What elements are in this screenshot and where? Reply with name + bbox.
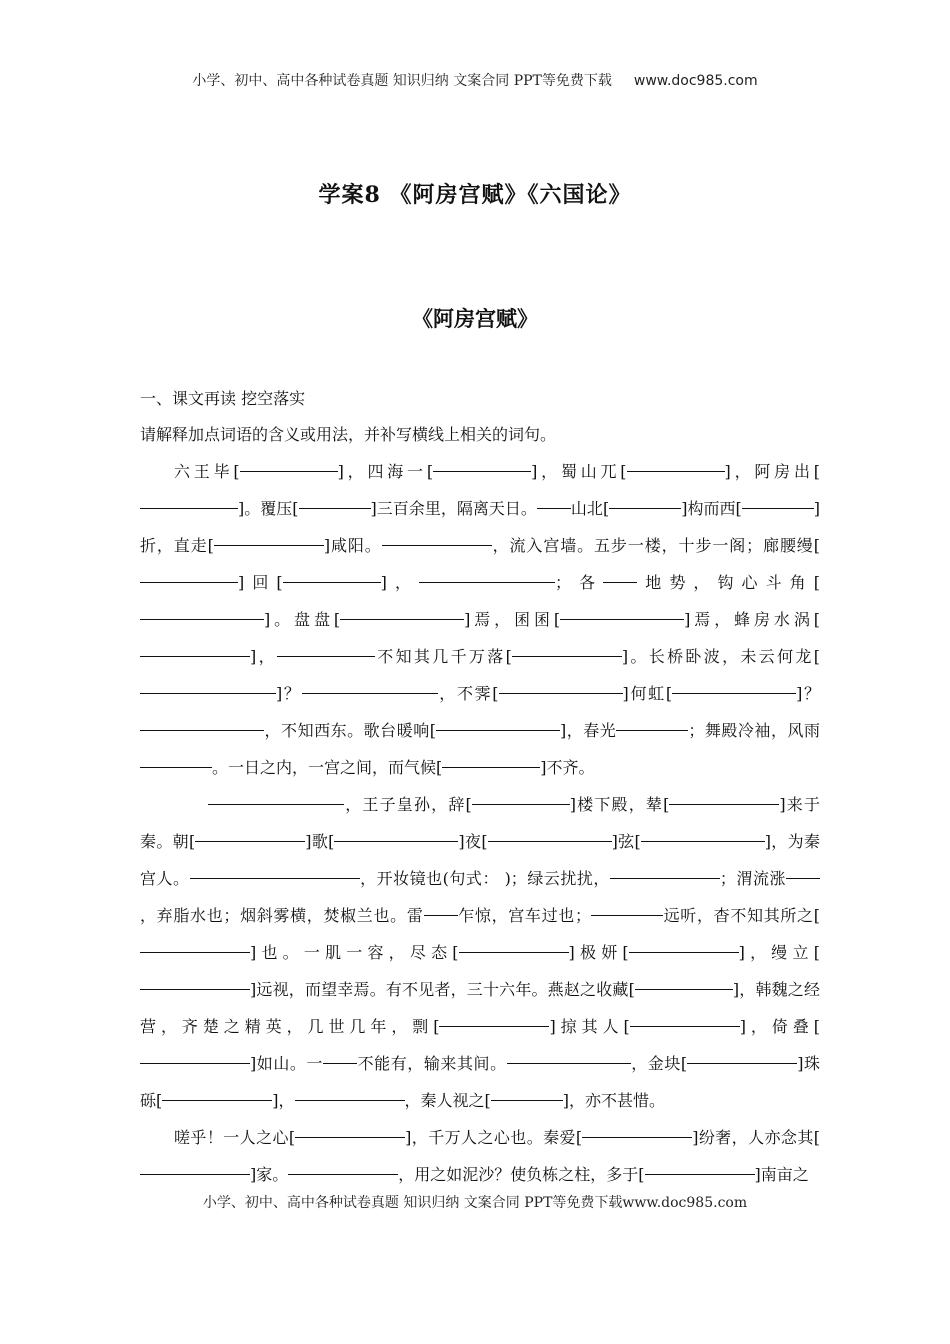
fill-blank[interactable] <box>672 677 796 694</box>
header-text: 小学、初中、高中各种试卷真题 知识归纳 文案合同 PPT等免费下载 <box>192 73 612 89</box>
fill-blank[interactable] <box>288 1158 398 1175</box>
fill-blank[interactable] <box>277 640 375 657</box>
fill-blank[interactable] <box>472 788 570 805</box>
fill-blank[interactable] <box>630 1010 740 1027</box>
fill-blank[interactable] <box>635 973 733 990</box>
fill-blank[interactable] <box>582 1121 692 1138</box>
fill-blank[interactable] <box>299 492 371 509</box>
fill-blank[interactable] <box>162 1084 272 1101</box>
fill-blank[interactable] <box>190 862 360 879</box>
fill-blank[interactable] <box>140 603 264 620</box>
fill-blank[interactable] <box>323 1047 357 1064</box>
fill-blank[interactable] <box>295 1121 405 1138</box>
fill-blank[interactable] <box>442 751 540 768</box>
fill-blank[interactable] <box>140 1047 250 1064</box>
exercise-heading: 一、课文再读 挖空落实 <box>140 389 306 408</box>
fill-blank[interactable] <box>507 1047 631 1064</box>
passage-paragraph-3: 嗟乎！一人之心[ ]，千万人之心也。秦爱[ ]纷奢，人亦念其[]家。 ，用之如泥沙？使负栋之柱，多于[ ]南亩之 <box>140 1119 820 1193</box>
document-title: 学案8 《阿房宫赋》《六国论》 <box>318 182 632 208</box>
fill-blank[interactable] <box>140 1158 250 1175</box>
fill-blank[interactable] <box>687 1047 797 1064</box>
fill-blank[interactable] <box>424 899 458 916</box>
footer-text: 小学、初中、高中各种试卷真题 知识归纳 文案合同 PPT等免费下载 <box>202 1195 623 1211</box>
section-subtitle: 《阿房宫赋》 <box>412 306 538 331</box>
fill-blank[interactable] <box>240 455 338 472</box>
fill-blank[interactable] <box>742 492 814 509</box>
fill-blank[interactable] <box>340 603 464 620</box>
fill-blank[interactable] <box>195 825 305 842</box>
fill-blank[interactable] <box>140 936 250 953</box>
fill-blank[interactable] <box>302 677 438 694</box>
fill-blank[interactable] <box>786 862 820 879</box>
fill-blank[interactable] <box>610 862 720 879</box>
fill-blank[interactable] <box>629 936 739 953</box>
fill-blank[interactable] <box>616 714 688 731</box>
fill-blank[interactable] <box>382 529 492 546</box>
fill-blank[interactable] <box>537 492 571 509</box>
fill-blank[interactable] <box>512 640 622 657</box>
fill-blank[interactable] <box>609 492 681 509</box>
fill-blank[interactable] <box>140 973 250 990</box>
fill-blank[interactable] <box>560 603 684 620</box>
fill-blank[interactable] <box>491 1084 563 1101</box>
fill-blank[interactable] <box>627 455 725 472</box>
footer-site[interactable]: www.doc985.com <box>622 1195 748 1211</box>
fill-blank[interactable] <box>433 455 531 472</box>
fill-blank[interactable] <box>140 640 250 657</box>
fill-blank[interactable] <box>334 825 458 842</box>
fill-blank[interactable] <box>140 492 238 509</box>
fill-blank[interactable] <box>214 529 324 546</box>
passage-paragraph-1: 六王毕[ ]，四海一[ ]，蜀山兀[ ]，阿房出[]。覆压[ ]三百余里，隔离天日。 山北[ ]构而西[ ]折，直走[ ]咸阳。 ，流入宫墙。五步一楼，十步一阁；廊腰缦[]回[ ]， ；各 地势，钩心斗角[]。盘盘[ ]焉，囷囷[ ]焉，蜂房水涡[]， 不知其几千万落[ ]。长桥卧波，未云何龙[]？ ，不霁[ ]何虹[ ]？，不知西东。歌台暖响[ ]，春光 ；舞殿冷袖，风雨。一日之内，一宫之间，而气候[ ]不齐。 <box>140 453 820 786</box>
fill-blank[interactable] <box>488 825 612 842</box>
passage-body <box>140 453 820 1193</box>
fill-blank[interactable] <box>669 788 779 805</box>
fill-blank[interactable] <box>591 899 663 916</box>
fill-blank[interactable] <box>140 714 264 731</box>
fill-blank[interactable] <box>641 825 765 842</box>
fill-blank[interactable] <box>499 677 623 694</box>
fill-blank[interactable] <box>295 1084 405 1101</box>
fill-blank[interactable] <box>645 1158 755 1175</box>
exercise-instruction: 请解释加点词语的含义或用法，并补写横线上相关的词句。 <box>140 425 557 444</box>
fill-blank[interactable] <box>419 566 555 583</box>
page-header <box>0 70 950 90</box>
fill-blank[interactable] <box>208 788 344 805</box>
fill-blank[interactable] <box>459 936 569 953</box>
fill-blank[interactable] <box>436 714 560 731</box>
page-footer <box>0 1192 950 1212</box>
passage-paragraph-2: ，王子皇孙，辞[ ]楼下殿，辇[ ]来于秦。朝[ ]歌[ ]夜[ ]弦[ ]，为秦宫人。 ，开妆镜也(句式： )；绿云扰扰， ；渭流涨，弃脂水也；烟斜雾横，焚椒兰也。雷 乍惊，宫车过也； 远听，杳不知其所之[]也。一肌一容，尽态[ ]极妍[ ]，缦立[]远视，而望幸焉。有不见者，三十六年。燕赵之收藏[ ]，韩魏之经营，齐楚之精英，几世几年，剽[ ]掠其人[ ]，倚叠[]如山。一 不能有，输来其间。 ，金块[ ]珠砾[ ]， ，秦人视之[ ]，亦不甚惜。 <box>140 786 820 1119</box>
fill-blank[interactable] <box>140 751 212 768</box>
fill-blank[interactable] <box>439 1010 549 1027</box>
fill-blank[interactable] <box>140 566 238 583</box>
fill-blank[interactable] <box>140 677 276 694</box>
fill-blank[interactable] <box>603 566 637 583</box>
fill-blank[interactable] <box>283 566 381 583</box>
header-site[interactable]: www.doc985.com <box>633 73 758 89</box>
